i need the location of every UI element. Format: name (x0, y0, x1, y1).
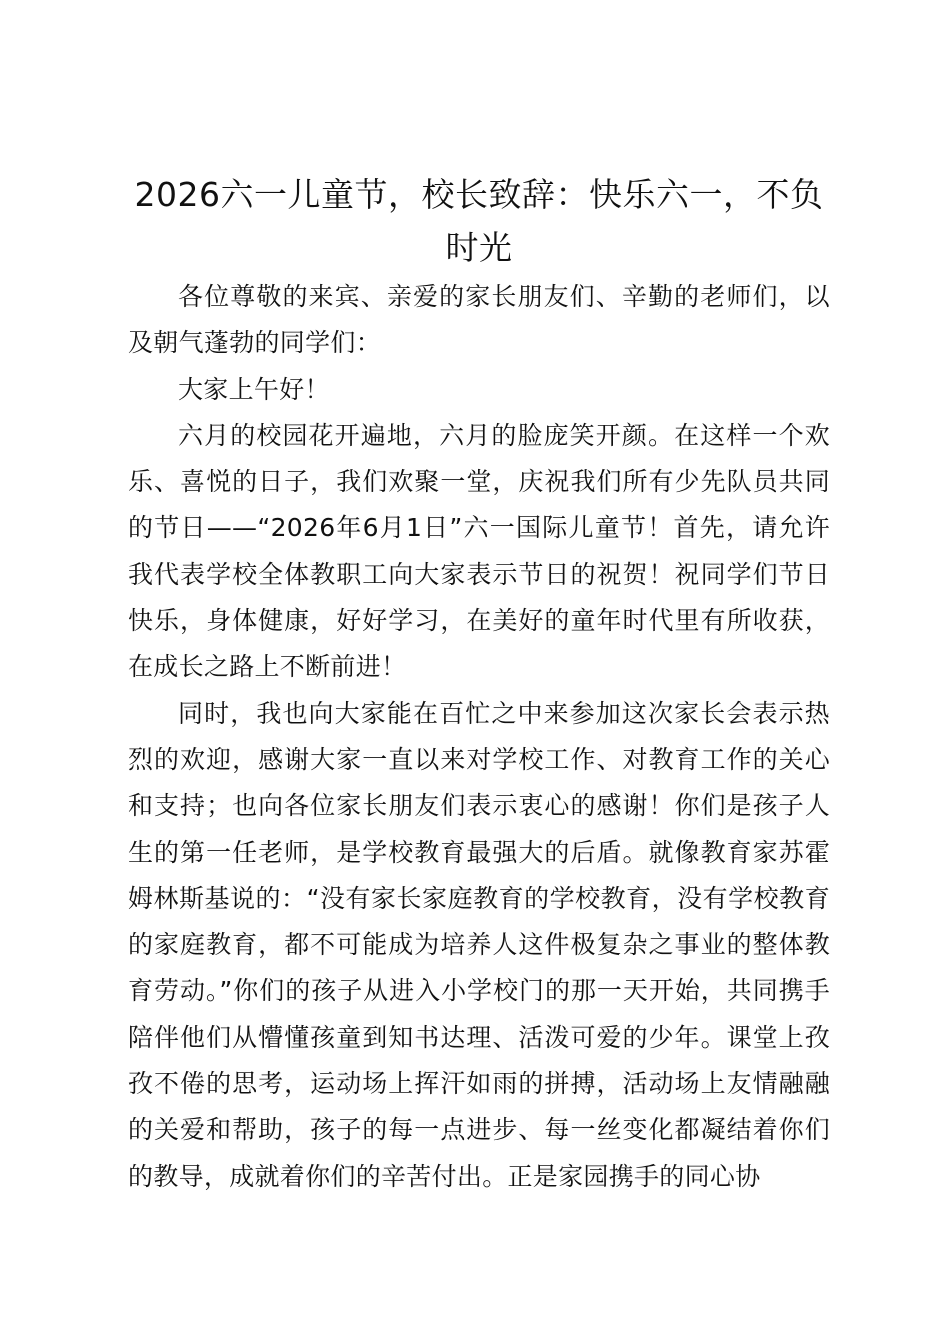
body-paragraph: 六月的校园花开遍地，六月的脸庞笑开颜。在这样一个欢乐、喜悦的日子，我们欢聚一堂，庆祝我们所有少先队员共同的节日——“2026年6月1日”六一国际儿童节！首先，请允许我代表学校全体教职工向大家表示节日的祝贺！祝同学们节日快乐，身体健康，好好学习，在美好的童年时代里有所收获，在成长之路上不断前进！ (128, 420, 830, 682)
salutation-paragraph: 各位尊敬的来宾、亲爱的家长朋友们、辛勤的老师们，以及朝气蓬勃的同学们： (128, 282, 830, 358)
document-title: 2026六一儿童节，校长致辞：快乐六一，不负时光 (134, 175, 824, 267)
greeting-paragraph: 大家上午好！ (178, 374, 330, 404)
document-page (128, 168, 830, 1200)
body-paragraph: 同时，我也向大家能在百忙之中来参加这次家长会表示热烈的欢迎，感谢大家一直以来对学校工作、对教育工作的关心和支持；也向各位家长朋友们表示衷心的感谢！你们是孩子人生的第一任老师，是学校教育最强大的后盾。就像教育家苏霍姆林斯基说的：“没有家长家庭教育的学校教育，没有学校教育的家庭教育，都不可能成为培养人这件极复杂之事业的整体教育劳动。”你们的孩子从进入小学校门的那一天开始，共同携手陪伴他们从懵懂孩童到知书达理、活泼可爱的少年。课堂上孜孜不倦的思考，运动场上挥汗如雨的拼搏，活动场上友情融融的关爱和帮助，孩子的每一点进步、每一丝变化都凝结着你们的教导，成就着你们的辛苦付出。正是家园携手的同心协 (128, 698, 830, 1191)
